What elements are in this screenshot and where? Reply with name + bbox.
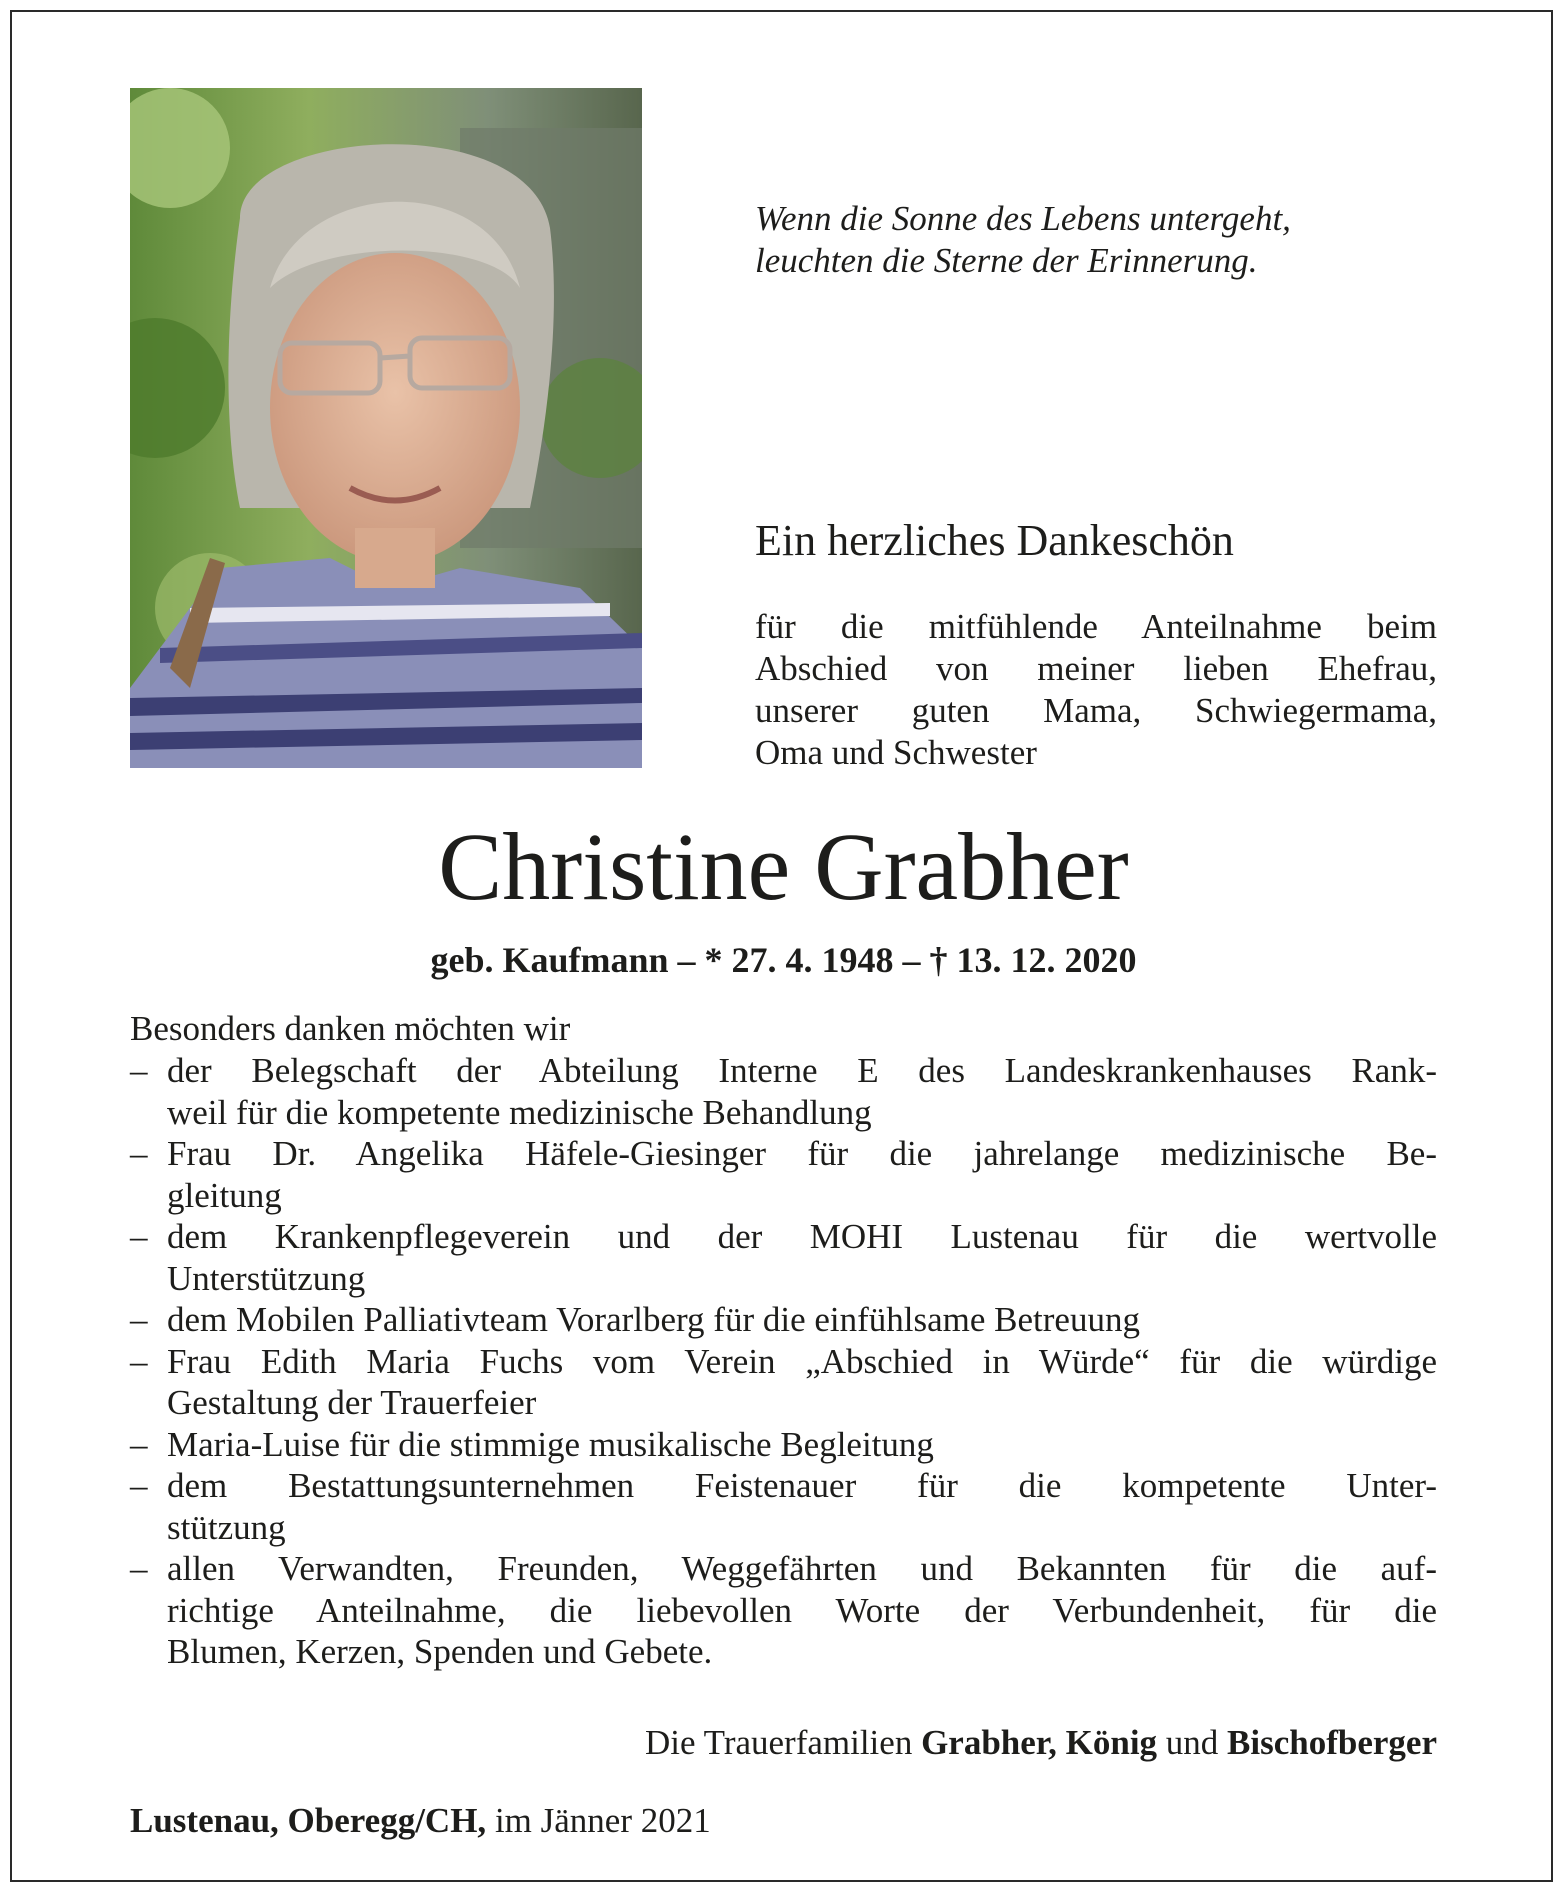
intro-line-1: für die mitfühlende Anteilnahme beim [755, 607, 1437, 646]
thanks-item [130, 1050, 1437, 1133]
thanks-item-line: Frau Edith Maria Fuchs vom Verein „Abschied in Würde“ für die würdige [167, 1341, 1437, 1381]
thanks-item-line: stützung [167, 1507, 286, 1547]
intro-line-4: Oma und Schwester [755, 733, 1037, 772]
thanks-item-line: richtige Anteilnahme, die liebevollen Worte der Verbundenheit, für die [167, 1590, 1437, 1630]
special-thanks-intro: Besonders danken möchten wir [130, 1009, 571, 1048]
thanks-item [130, 1424, 1437, 1466]
thanks-item [130, 1299, 1437, 1341]
thanks-item-line: allen Verwandten, Freunden, Weggefährten und Bekannten für die auf- [167, 1549, 1437, 1588]
thanks-item [130, 1341, 1437, 1424]
thank-you-intro [755, 606, 1437, 774]
thanks-item-line: Unterstützung [167, 1258, 366, 1298]
dash-bullet: – [130, 1466, 148, 1505]
dash-bullet: – [130, 1549, 148, 1588]
dash-bullet: – [130, 1424, 148, 1464]
family-names-2: Bischofberger [1227, 1723, 1437, 1762]
deceased-dates: geb. Kaufmann – * 27. 4. 1948 – † 13. 12. 2020 [430, 940, 1137, 980]
memorial-quote [755, 198, 1455, 282]
thanks-item-line: der Belegschaft der Abteilung Interne E des Landeskrankenhauses Rank- [167, 1051, 1437, 1090]
place-location: Lustenau, Oberegg/CH, [130, 1801, 487, 1840]
place-date [130, 1800, 711, 1842]
thanks-list [130, 1050, 1437, 1673]
dash-bullet: – [130, 1134, 148, 1173]
dash-bullet: – [130, 1300, 148, 1339]
portrait-photo [130, 88, 642, 768]
thanks-item-line: dem Mobilen Palliativteam Vorarlberg für die einfühlsame Betreuung [167, 1300, 1140, 1339]
mourning-families [645, 1722, 1437, 1764]
family-names-1: Grabher, König [921, 1723, 1158, 1762]
thanks-item-line: Frau Dr. Angelika Häfele-Giesinger für die jahrelange medizinische Be- [167, 1134, 1437, 1173]
thanks-item-line: Maria-Luise für die stimmige musikalische Begleitung [167, 1424, 934, 1464]
thank-you-heading: Ein herzliches Dankeschön [755, 516, 1234, 565]
dash-bullet: – [130, 1217, 148, 1256]
deceased-name: Christine Grabher [438, 813, 1129, 920]
thanks-item-line: weil für die kompetente medizinische Behandlung [167, 1092, 872, 1132]
thanks-item-line: gleitung [167, 1175, 282, 1215]
thanks-item-line: Gestaltung der Trauerfeier [167, 1383, 537, 1422]
thanks-item-line: dem Bestattungsunternehmen Feistenauer für die kompetente Unter- [167, 1466, 1437, 1505]
thanks-item-line: Blumen, Kerzen, Spenden und Gebete. [167, 1632, 713, 1671]
quote-line-2: leuchten die Sterne der Erinnerung. [755, 241, 1258, 280]
place-date-text: im Jänner 2021 [494, 1801, 711, 1840]
quote-line-1: Wenn die Sonne des Lebens untergeht, [755, 199, 1291, 238]
thanks-item [130, 1548, 1437, 1673]
thanks-item [130, 1465, 1437, 1548]
thanks-item-line: dem Krankenpflegeverein und der MOHI Lustenau für die wertvolle [167, 1217, 1437, 1256]
family-prefix: Die Trauerfamilien [645, 1723, 913, 1762]
dash-bullet: – [130, 1341, 148, 1381]
thanks-item [130, 1133, 1437, 1216]
dash-bullet: – [130, 1051, 148, 1090]
family-und: und [1165, 1723, 1219, 1762]
intro-line-2: Abschied von meiner lieben Ehefrau, [755, 649, 1437, 688]
thanks-item [130, 1216, 1437, 1299]
intro-line-3: unserer guten Mama, Schwiegermama, [755, 691, 1437, 730]
